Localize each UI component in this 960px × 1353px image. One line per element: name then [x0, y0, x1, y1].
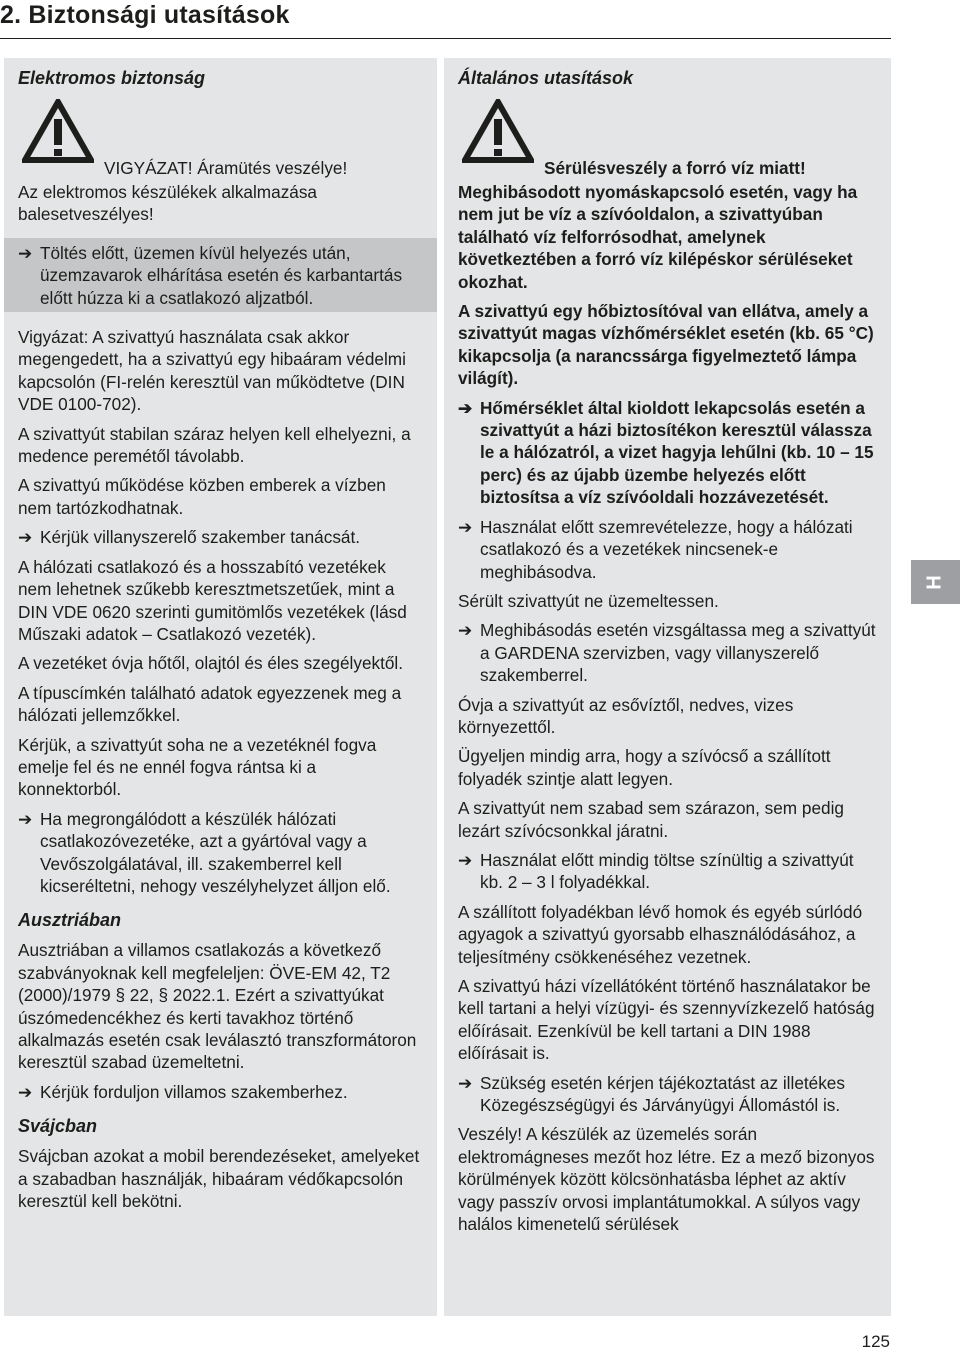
arrow-right-icon: ➔ [458, 1072, 473, 1093]
warning-block [458, 99, 877, 181]
paragraph: A típuscímkén található adatok egyezzenek meg a hálózati jellemzőkkel. [18, 682, 402, 726]
paragraph: A hálózati csatlakozó és a hosszabító vezetékek nem lehetnek szűkebb keresztmetszetűek, mint a DIN VDE 0620 szerinti gumitömlős vezetékek (lásd Műszaki adatok – Csatlakozó vezeték). [18, 556, 407, 644]
bullet-text: Hőmérséklet által kioldott lekapcsolás esetén a szivattyút a házi biztosítékon keresztül válassza le a hálózatról, a vizet hagyja lehűlni (kb. 10 – 15 perc) és az újabb üzembe helyezés előtt biztosítsa a víz szívóoldali hozzávezetését. [480, 397, 874, 508]
arrow-right-icon: ➔ [458, 849, 473, 870]
title-divider [0, 38, 891, 39]
bullet-text: Használat előtt szemrevételezze, hogy a hálózati csatlakozó és a vezetékek nincsenek-e meghibásodva. [480, 516, 853, 582]
arrow-right-icon: ➔ [458, 516, 473, 537]
list-item [18, 1081, 423, 1103]
paragraph: Vigyázat: A szivattyú használata csak akkor megengedett, ha a szivattyú egy hibaáram védelmi kapcsolón (FI-relén keresztül van működtetve (DIN VDE 0100-702). [18, 327, 406, 415]
arrow-right-icon: ➔ [18, 1081, 33, 1102]
list-item [18, 242, 423, 309]
list-item [458, 1072, 877, 1117]
page-title: 2. Biztonsági utasítások [0, 1, 290, 29]
column-electrical-safety [4, 58, 437, 1316]
paragraph: Kérjük, a szivattyút soha ne a vezetéknél fogva emelje fel és ne ennél fogva rántsa ki a konnektorból. [18, 734, 377, 800]
arrow-right-icon: ➔ [458, 397, 473, 418]
section-heading-general-instructions: Általános utasítások [458, 68, 634, 88]
language-tab [911, 560, 960, 604]
warning-text: VIGYÁZAT! Áramütés veszélye! [104, 158, 348, 178]
list-item [458, 849, 877, 894]
bullet-text: Használat előtt mindig töltse színültig a szivattyút kb. 2 – 3 l folyadékkal. [480, 849, 854, 893]
bullet-text: Kérjük forduljon villamos szakemberhez. [40, 1081, 348, 1102]
paragraph: Svájcban azokat a mobil berendezéseket, amelyeket a szabadban használják, hibaáram védőkapcsolón keresztül kell bekötni. [18, 1146, 420, 1212]
paragraph: Ausztriában a villamos csatlakozás a következő szabványoknak kell megfeleljen: ÖVE-EM 42, T2 (2000)/1979 § 22, § 2022.1. Ezért a szivattyúkat úszómedencékhez és kerti tavakhoz történő alkalmazás esetén csak leválasztó transzformátoron keresztül szabad üzemeltetni. [18, 940, 417, 1073]
paragraph: A szállított folyadékban lévő homok és egyéb súrlódó agyagok a szivattyú gyorsabb elhasználódásához, a teljesítmény csökkenéséhez vezetnek. [458, 901, 863, 967]
bullet-text: Töltés előtt, üzemen kívül helyezés után, üzemzavarok elhárítása esetén és karbantartás előtt húzza ki a csatlakozó aljzatból. [40, 242, 403, 308]
warning-block [18, 99, 423, 181]
arrow-right-icon: ➔ [18, 527, 33, 548]
warning-triangle-icon [22, 99, 94, 163]
section-heading-austria: Ausztriában [18, 910, 122, 931]
paragraph: A szivattyút stabilan száraz helyen kell elhelyezni, a medence peremétől távolabb. [18, 423, 411, 467]
language-tab-label: H [923, 574, 946, 590]
section-heading-electrical-safety: Elektromos biztonság [18, 68, 206, 88]
arrow-right-icon: ➔ [458, 620, 473, 641]
list-item [18, 808, 423, 898]
paragraph: A szivattyút nem szabad sem szárazon, sem pedig lezárt szívócsonkkal járatni. [458, 798, 844, 841]
warning-description: Az elektromos készülékek alkalmazása balesetveszélyes! [18, 182, 317, 225]
paragraph: Meghibásodott nyomáskapcsoló esetén, vagy ha nem jut be víz a szívóoldalon, a szivattyúban található víz felforrósodhat, amelynek következtében a forró víz kilépéskor sérüléseket okozhat. [458, 182, 858, 292]
bullet-text: Szükség esetén kérjen tájékoztatást az illetékes Közegészségügyi és Járványügyi Állomástól is. [480, 1072, 845, 1116]
paragraph: A vezetéket óvja hőtől, olajtól és éles szegélyektől. [18, 653, 404, 674]
paragraph: Ügyeljen mindig arra, hogy a szívócső a szállított folyadék szintje alatt legyen. [458, 746, 831, 789]
paragraph: Sérült szivattyút ne üzemeltessen. [458, 590, 719, 611]
column-general-instructions [444, 58, 891, 1316]
paragraph: Óvja a szivattyút az esővíztől, nedves, vizes környezettől. [458, 694, 794, 737]
section-heading-switzerland: Svájcban [18, 1116, 98, 1137]
paragraph: Veszély! A készülék az üzemelés során elektromágneses mezőt hoz létre. Ez a mező bizonyos körülmények között kölcsönhatásba léphet az aktív vagy passzív orvosi implantátumokkal. A súlyos vagy halálos kimenetelű sérülések [458, 1124, 875, 1235]
page-number: 125 [861, 1332, 890, 1351]
list-item [458, 397, 877, 509]
paragraph: A szivattyú házi vízellátóként történő használatakor be kell tartani a helyi vízügyi- és szennyvízkezelő hatóság előírásait. Ezenkívül be kell tartani a DIN 1988 előírásait is. [458, 976, 875, 1064]
paragraph: A szivattyú egy hőbiztosítóval van ellátva, amely a szivattyút magas vízhőmérséklet esetén (kb. 65 °C) kikapcsolja (a narancssárga figyelmeztető lámpa világít). [458, 301, 874, 389]
bullet-text: Ha megrongálódott a készülék hálózati csatlakozóvezetéke, azt a gyártóval vagy a Vevőszolgálatával, ill. szakemberrel kell kicseréltetni, nehogy veszélyhelyzet álljon elő. [40, 808, 391, 896]
arrow-right-icon: ➔ [18, 808, 33, 829]
warning-triangle-icon [462, 99, 534, 163]
arrow-right-icon: ➔ [18, 242, 33, 263]
bullet-text: Kérjük villanyszerelő szakember tanácsát. [40, 527, 361, 548]
list-item [458, 516, 877, 583]
bullet-text: Meghibásodás esetén vizsgáltassa meg a szivattyút a GARDENA szervizben, vagy villanyszerelő szakemberrel. [480, 620, 876, 686]
warning-text: Sérülésveszély a forró víz miatt! [544, 158, 806, 178]
list-item [18, 526, 423, 548]
highlighted-instruction [4, 238, 437, 312]
list-item [458, 619, 877, 686]
paragraph: A szivattyú működése közben emberek a vízben nem tartózkodhatnak. [18, 475, 386, 518]
